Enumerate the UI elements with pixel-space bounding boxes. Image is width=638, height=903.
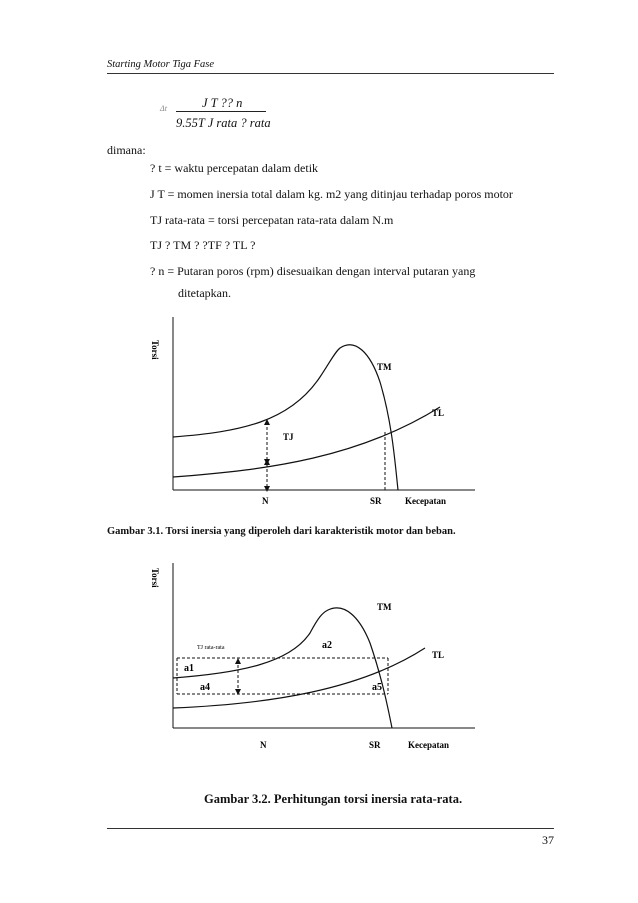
label-tm: TM: [377, 362, 392, 372]
label-a4: a4: [200, 682, 210, 693]
formula-lhs: Δt: [160, 104, 167, 113]
figure-2-caption: Gambar 3.2. Perhitungan torsi inersia rata-rata.: [204, 792, 463, 806]
label-tl: TL: [432, 408, 445, 418]
y-axis-label: Torsi: [150, 340, 160, 360]
definition-item: TJ ? TM ? ?TF ? TL ?: [150, 238, 256, 252]
footer-rule: [107, 828, 554, 829]
label-tl: TL: [432, 650, 445, 660]
label-a2: a2: [322, 640, 332, 651]
definition-item: TJ rata-rata = torsi percepatan rata-rata dalam N.m: [150, 213, 394, 227]
definitions-intro: dimana:: [107, 143, 146, 157]
x-axis-label: Kecepatan: [405, 496, 446, 506]
definition-item: J T = momen inersia total dalam kg. m2 yang ditinjau terhadap poros motor: [150, 187, 513, 201]
load-torque-curve: [173, 648, 425, 708]
definition-item-continued: ditetapkan.: [178, 286, 231, 300]
label-n: N: [262, 496, 269, 506]
figure-1-caption: Gambar 3.1. Torsi inersia yang diperoleh dari karakteristik motor dan beban.: [107, 526, 456, 537]
label-n: N: [260, 740, 267, 750]
header-rule: [107, 73, 554, 74]
figure-1: [140, 312, 480, 512]
definition-item: ? n = Putaran poros (rpm) disesuaikan dengan interval putaran yang: [150, 264, 476, 278]
label-a1: a1: [184, 663, 194, 674]
formula-denominator: 9.55T J rata ? rata: [176, 116, 271, 130]
page-number: 37: [542, 833, 554, 847]
label-tm: TM: [377, 602, 392, 612]
label-sr: SR: [370, 496, 382, 506]
label-tj: TJ: [283, 432, 294, 442]
formula-numerator: J T ?? n: [202, 96, 243, 110]
load-torque-curve: [173, 407, 440, 477]
label-sr: SR: [369, 740, 381, 750]
x-axis-label: Kecepatan: [408, 740, 449, 750]
label-tj-avg: TJ rata-rata: [197, 645, 225, 651]
running-header: Starting Motor Tiga Fase: [107, 59, 215, 70]
figure-2: [140, 558, 480, 758]
motor-torque-curve: [173, 608, 392, 728]
definition-item: ? t = waktu percepatan dalam detik: [150, 161, 319, 175]
y-axis-label: Torsi: [150, 568, 160, 588]
label-a5: a5: [372, 682, 382, 693]
motor-torque-curve: [173, 345, 398, 490]
fraction-bar: [176, 111, 266, 112]
